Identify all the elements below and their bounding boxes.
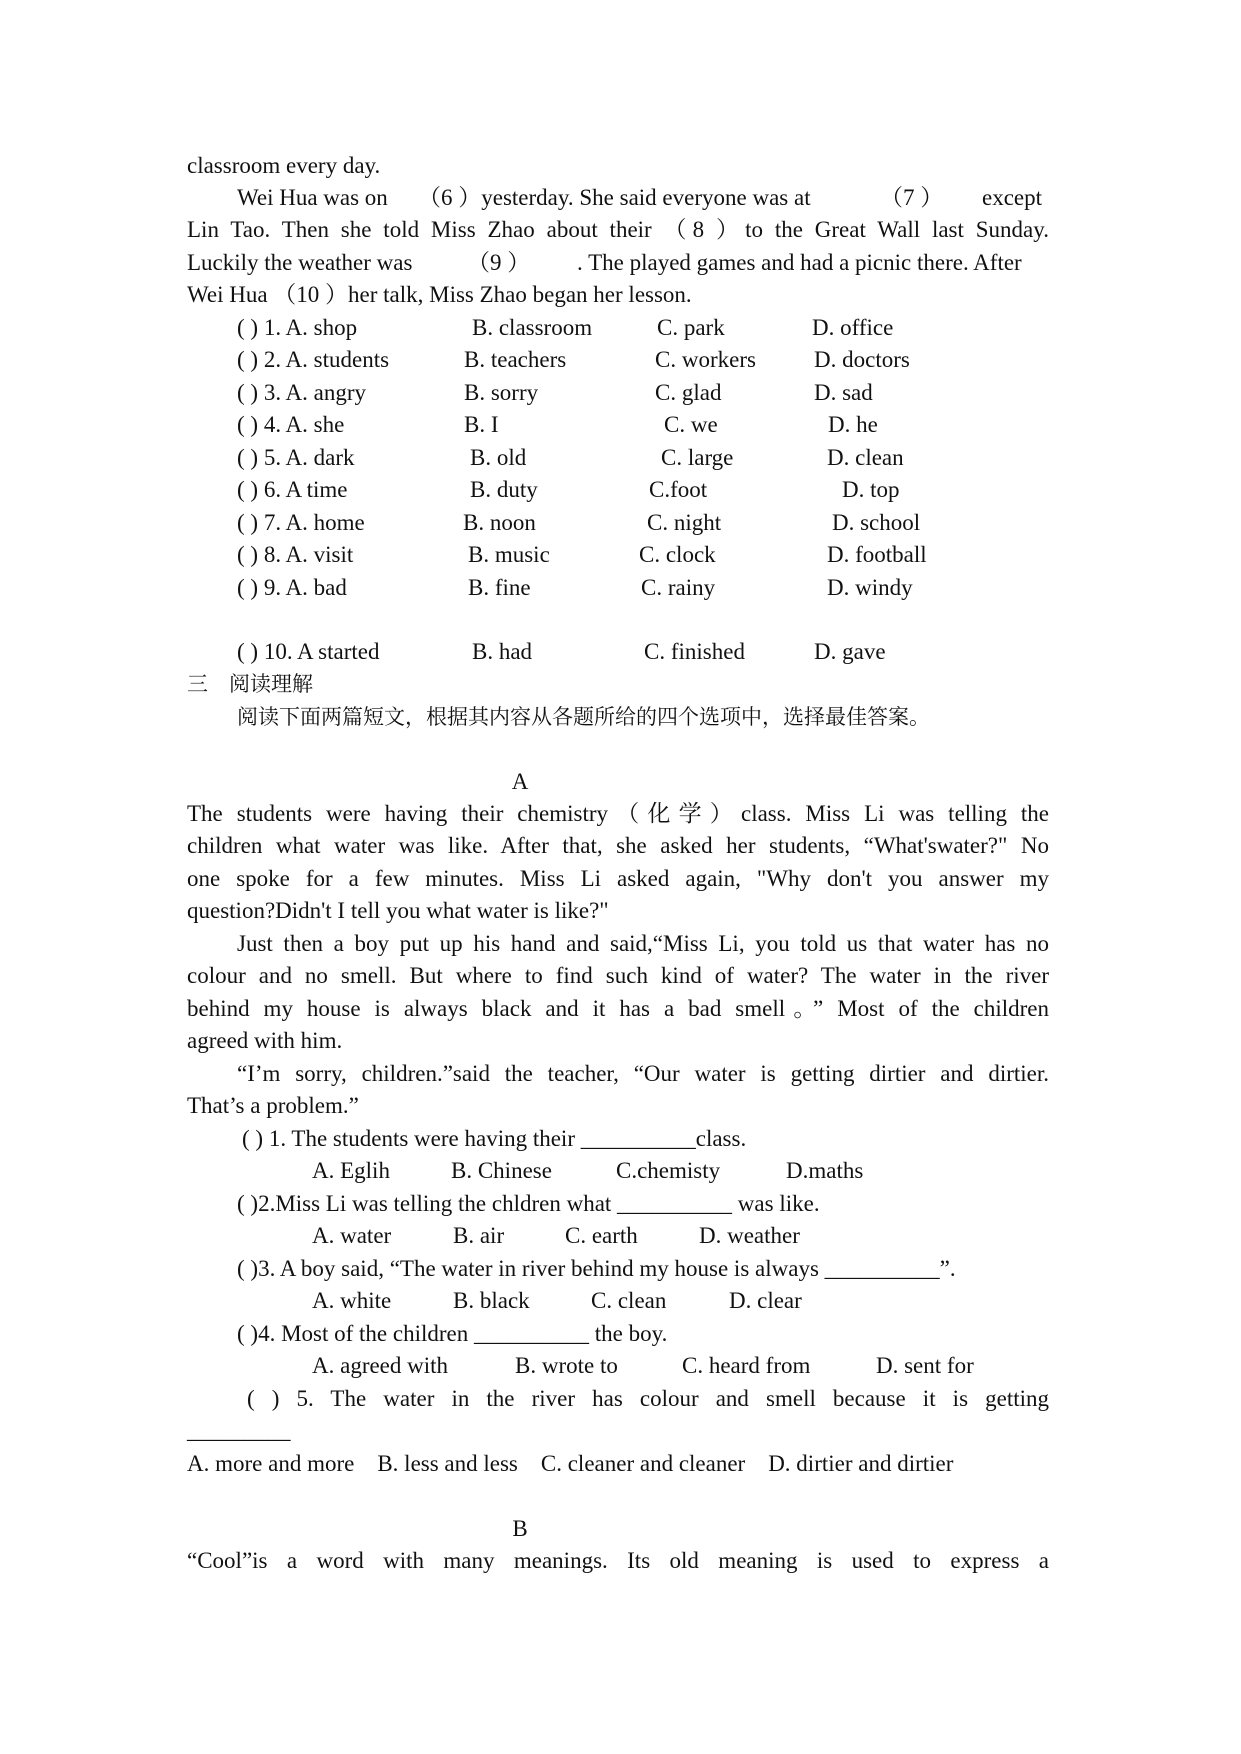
cloze-line: Wei Hua （10 ）her talk, Miss Zhao began her lesson.: [187, 282, 692, 307]
passage-line: question?Didn't I tell you what water is like?": [187, 898, 609, 923]
cloze-line: except: [982, 185, 1043, 210]
question-stem: ( ) 4. A. she: [237, 412, 345, 437]
option-b: B. sorry: [464, 380, 539, 405]
passage-line: agreed with him.: [187, 1028, 343, 1053]
option-b: B. duty: [470, 477, 538, 502]
answer-blank: _________: [187, 1418, 291, 1443]
option-d: D. football: [827, 542, 927, 567]
passage-line: behind my house is always black and it has a bad smell。” Most of the children: [187, 996, 1049, 1021]
cloze-blank: （7 ）: [880, 185, 944, 210]
option-d: D. clean: [827, 445, 904, 470]
option-c: C. workers: [655, 347, 756, 372]
option-a: A. water: [312, 1223, 392, 1248]
cloze-line: . The played games and had a picnic there. After: [577, 250, 1022, 275]
cloze-line: classroom every day.: [187, 153, 381, 178]
option-b: B. black: [453, 1288, 530, 1313]
option-c: C. finished: [644, 639, 745, 664]
option-b: B. music: [468, 542, 550, 567]
option-c: C. we: [664, 412, 718, 437]
question-stem: ( ) 7. A. home: [237, 510, 365, 535]
option-d: D.maths: [786, 1158, 864, 1183]
option-b: B. air: [453, 1223, 505, 1248]
option-a: A. white: [312, 1288, 392, 1313]
passage-label: B: [512, 1516, 528, 1541]
option-c: C. clock: [639, 542, 716, 567]
option-c: C. clean: [591, 1288, 667, 1313]
passage-label: A: [511, 769, 529, 794]
passage-line: “I’m sorry, children.”said the teacher, “Our water is getting dirtier and dirtier.: [237, 1061, 1049, 1086]
option-d: D. windy: [827, 575, 913, 600]
option-c: C.foot: [649, 477, 708, 502]
option-b: B. wrote to: [515, 1353, 618, 1378]
option-d: D. he: [828, 412, 878, 437]
option-d: D. school: [832, 510, 921, 535]
question-stem: ( ) 1. The students were having their __________class.: [242, 1126, 747, 1151]
option-a: A. Eglih: [312, 1158, 390, 1183]
option-b: B. fine: [468, 575, 531, 600]
cloze-line: Luckily the weather was: [187, 250, 413, 275]
option-b: B. Chinese: [451, 1158, 552, 1183]
option-b: B. old: [470, 445, 527, 470]
section-heading: 三 阅读理解: [187, 672, 313, 696]
option-a: A. agreed with: [312, 1353, 449, 1378]
question-stem: ( ) 5. The water in the river has colour and smell because it is getting: [247, 1386, 1049, 1411]
option-c: C.chemisty: [616, 1158, 721, 1183]
option-c: C. rainy: [641, 575, 716, 600]
option-d: D. gave: [814, 639, 886, 664]
question-stem: ( )2.Miss Li was telling the chldren what __________ was like.: [237, 1191, 820, 1216]
option-d: D. clear: [729, 1288, 802, 1313]
option-b: B. teachers: [464, 347, 567, 372]
option-c: C. night: [647, 510, 722, 535]
question-stem: ( ) 9. A. bad: [237, 575, 347, 600]
question-stem: ( ) 2. A. students: [237, 347, 390, 372]
option-b: B. classroom: [472, 315, 593, 340]
question-stem: ( )3. A boy said, “The water in river behind my house is always __________”.: [237, 1256, 956, 1281]
option-c: C. heard from: [682, 1353, 811, 1378]
passage-line: colour and no smell. But where to find such kind of water? The water in the river: [187, 963, 1049, 988]
question-stem: ( ) 1. A. shop: [237, 315, 358, 340]
option-d: D. sent for: [876, 1353, 974, 1378]
question-stem: ( ) 10. A started: [237, 639, 380, 664]
option-c: C. earth: [565, 1223, 638, 1248]
option-d: D. office: [812, 315, 894, 340]
cloze-line: （6 ）yesterday. She said everyone was at: [418, 185, 811, 210]
option-c: C. large: [661, 445, 734, 470]
passage-line: The students were having their chemistry（化学）class. Miss Li was telling the: [187, 801, 1049, 826]
passage-line: “Cool”is a word with many meanings. Its old meaning is used to express a: [187, 1548, 1049, 1573]
option-d: D. sad: [814, 380, 873, 405]
option-b: B. noon: [463, 510, 536, 535]
option-b: B. I: [464, 412, 499, 437]
question-stem: ( ) 3. A. angry: [237, 380, 367, 405]
passage-line: children what water was like. After that, she asked her students, “What'swater?" No: [187, 833, 1049, 858]
section-instruction: 阅读下面两篇短文，根据其内容从各题所给的四个选项中，选择最佳答案。: [237, 705, 930, 729]
question-stem: ( ) 5. A. dark: [237, 445, 355, 470]
option-d: D. weather: [699, 1223, 800, 1248]
question-stem: ( ) 6. A time: [237, 477, 348, 502]
cloze-line: Wei Hua was on: [237, 185, 388, 210]
option-c: C. park: [657, 315, 725, 340]
cloze-line: Lin Tao. Then she told Miss Zhao about their （8 ）to the Great Wall last Sunday.: [187, 217, 1049, 242]
question-options: A. more and more B. less and less C. cleaner and cleaner D. dirtier and dirtier: [187, 1451, 954, 1476]
option-d: D. doctors: [814, 347, 910, 372]
passage-line: one spoke for a few minutes. Miss Li asked again, "Why don't you answer my: [187, 866, 1049, 891]
option-c: C. glad: [655, 380, 722, 405]
passage-line: Just then a boy put up his hand and said,“Miss Li, you told us that water has no: [237, 931, 1049, 956]
option-b: B. had: [472, 639, 533, 664]
option-d: D. top: [842, 477, 900, 502]
question-stem: ( )4. Most of the children __________ the boy.: [237, 1321, 668, 1346]
question-stem: ( ) 8. A. visit: [237, 542, 354, 567]
cloze-blank: （9 ）: [467, 250, 531, 275]
passage-line: That’s a problem.”: [187, 1093, 359, 1118]
